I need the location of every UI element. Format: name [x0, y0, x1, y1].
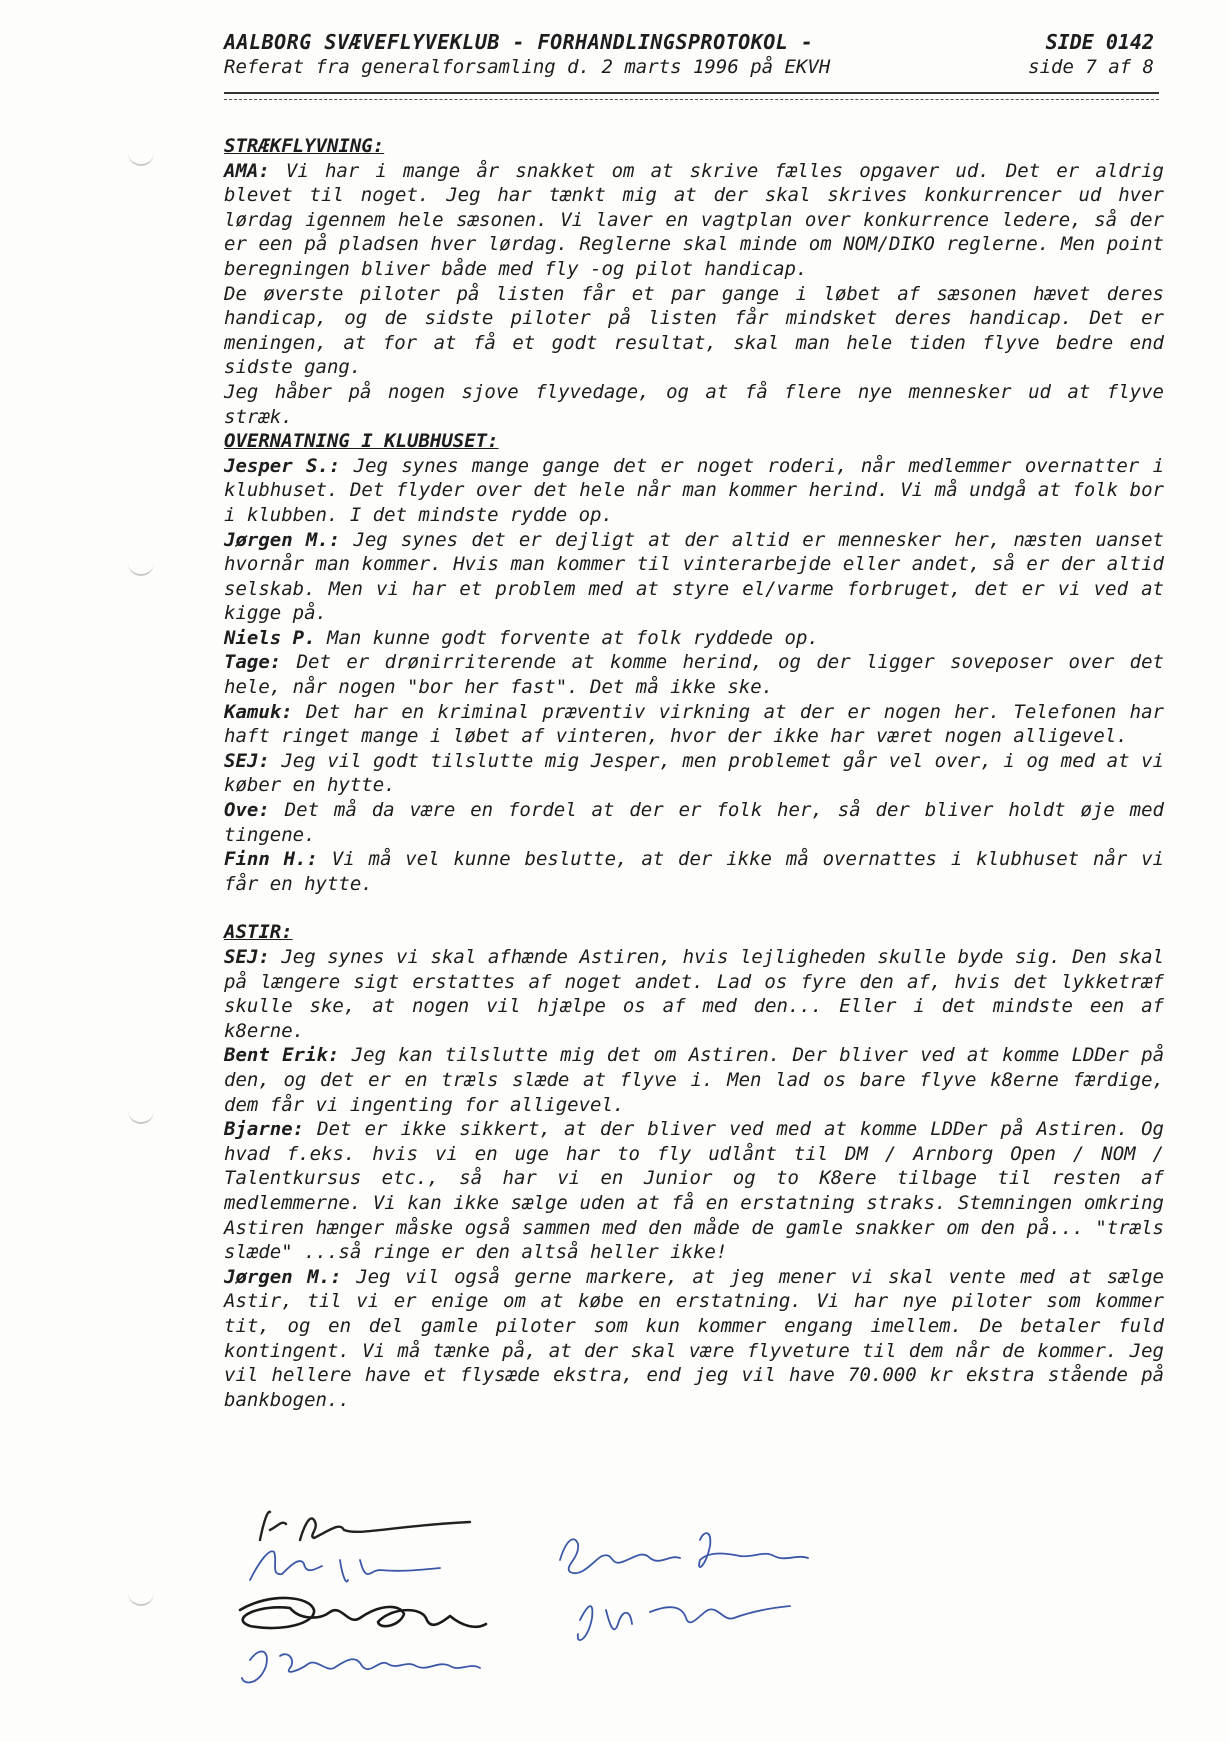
speaker: Jesper S.:: [224, 454, 341, 477]
speaker: Jørgen M.:: [224, 528, 341, 551]
signature-stroke: [578, 1606, 790, 1640]
statement-text: Vi må vel kunne beslutte, at der ikke må overnattes i klubhuset når vi får en hytte.: [224, 848, 1164, 895]
speaker: Finn H.:: [224, 848, 318, 871]
page-of: side 7 af 8: [1028, 56, 1154, 78]
statement-text: Jeg kan tilslutte mig det om Astiren. Der bliver ved at komme LDDer på den, og det er en træls slæde at flyve i. Men lad os bare flyve k8erne færdige, dem får vi ingenting for alligevel.: [224, 1044, 1165, 1116]
statement: [224, 626, 1164, 651]
signature-stroke: [250, 1551, 440, 1581]
page-label: SIDE 0142: [1045, 30, 1154, 54]
speaker: SEJ:: [224, 946, 270, 968]
section-heading: ASTIR:: [224, 921, 293, 944]
binder-mark: [128, 1108, 154, 1124]
speaker: Bjarne:: [224, 1118, 305, 1141]
speaker: Jørgen M.:: [224, 1265, 342, 1288]
binder-mark: [128, 150, 154, 166]
speaker: Kamuk:: [224, 700, 293, 723]
statement-text: Jeg håber på nogen sjove flyvedage, og at få flere nye mennesker ud at flyve stræk.: [224, 380, 1164, 428]
statement-text: Vi har i mange år snakket om at skrive fælles opgaver ud. Det er aldrig blevet til noget. Jeg har tænkt mig at der skal skrives konkurrencer ud hver lørdag igennem hele sæsonen. Vi laver en vagtplan over konkurrence ledere, så der er een på pladsen hver lørdag. Reglerne skal minde om NOM/DIKO reglerne. Men point beregningen bliver både med fly -og pilot handicap.: [224, 159, 1164, 280]
speaker: Tage:: [224, 651, 282, 674]
statement-text: Jeg synes vi skal afhænde Astiren, hvis lejligheden skulle byde sig. Den skal på længere sigt erstattes af noget andet. Lad os fyre den af, hvis det lykketræf skulle ske, at nogen vil hjælpe os af med den... Eller i det mindste een af k8erne.: [224, 946, 1164, 1042]
minutes-body: [224, 134, 1164, 1412]
page-number-block: [1028, 30, 1154, 78]
page-header: [224, 30, 1154, 78]
statement-text: Jeg vil også gerne markere, at jeg mener vi skal vente med at sælge Astir, til vi er enige om at købe en erstatning. Vi har nye piloter som kommer tit, og en del gamle piloter som kun kommer engang imellem. De betaler fuld kontingent. Vi må tænke på, at der skal være flyveture til dem når de kommer. Jeg vil hellere have et flysæde ekstra, end jeg vil have 70.000 kr ekstra stående på bankbogen..: [224, 1265, 1164, 1411]
statement: [224, 380, 1164, 429]
statement-text: Jeg synes mange gange det er noget roderi, når medlemmer overnatter i klubhuset. Det flyder over det hele når man kommer herind. Vi må undgå at folk bor i klubben. I det mindste rydde op.: [224, 454, 1165, 526]
signature-stroke: [242, 1651, 480, 1682]
signature-stroke: [560, 1533, 808, 1573]
statement: [224, 1117, 1164, 1265]
header-divider: [224, 92, 1159, 100]
statement: [224, 945, 1164, 1043]
statement-text: Det må da være en fordel at der er folk her, så der bliver holdt øje med tingene.: [224, 799, 1164, 846]
header-subtitle: Referat fra generalforsamling d. 2 marts 1996 på EKVH: [224, 56, 831, 78]
statement-text: Det er drønirriterende at komme herind, og der ligger soveposer over det hele, når nogen "bor her fast". Det må ikke ske.: [224, 651, 1164, 699]
statement-text: Man kunne godt forvente at folk ryddede op.: [315, 626, 819, 649]
section-overnatning: [224, 429, 1164, 896]
speaker: Ove:: [224, 799, 270, 822]
header-title: AALBORG SVÆVEFLYVEKLUB - FORHANDLINGSPROTOKOL -: [224, 30, 814, 54]
statement: [224, 1043, 1164, 1117]
statement: [224, 650, 1164, 699]
signatures: [230, 1500, 950, 1710]
statement: [224, 454, 1164, 528]
section-heading: OVERNATNING I KLUBHUSET:: [224, 430, 499, 453]
speaker: Niels P.: [224, 626, 316, 649]
section-astir: [224, 920, 1164, 1412]
section-strækflyvning: [224, 134, 1164, 429]
statement-text: Jeg synes det er dejligt at der altid er mennesker her, næsten uanset hvornår man kommer. Hvis man kommer til vinterarbejde eller andet, så er der altid selskab. Men vi har et problem med at styre el/varme forbruget, det er vi ved at kigge på.: [224, 528, 1164, 625]
statement: [224, 528, 1164, 626]
speaker: AMA:: [224, 159, 270, 182]
signature-stroke: [240, 1598, 486, 1628]
binder-mark: [128, 1590, 154, 1606]
signature-stroke: [260, 1512, 470, 1540]
statement-text: De øverste piloter på listen får et par gange i løbet af sæsonen hævet deres handicap, og de sidste piloter på listen får mindsket deres handicap. Det er meningen, at for at få et godt resultat, skal man hele tiden flyve bedre end sidste gang.: [224, 282, 1164, 379]
statement: [224, 1265, 1164, 1413]
signature-drawing: [230, 1500, 950, 1710]
statement: [224, 847, 1164, 896]
statement-text: Det er ikke sikkert, at der bliver ved med at komme LDDer på Astiren. Og hvad f.eks. hvis vi en uge har to fly udlånt til DM / Arnborg Open / NOM / Talentkursus etc., så har vi en Junior og to K8ere tilbage til resten af medlemmerne. Vi kan ikke sælge uden at få en erstatning straks. Stemningen omkring Astiren hænger måske også sammen med den måde de gamle snakker om den på... "træls slæde" ...så ringe er den altså heller ikke!: [224, 1118, 1164, 1264]
binder-mark: [128, 560, 154, 576]
section-gap: [224, 896, 1164, 920]
statement: [224, 749, 1164, 798]
statement: [224, 159, 1164, 282]
section-heading: STRÆKFLYVNING:: [224, 135, 385, 157]
statement: [224, 798, 1164, 847]
statement: [224, 700, 1164, 749]
statement-text: Det har en kriminal præventiv virkning at der er nogen her. Telefonen har haft ringet mange i løbet af vinteren, hvor der ikke har været nogen alligevel.: [224, 700, 1164, 748]
statement: [224, 282, 1164, 380]
statement-text: Jeg vil godt tilslutte mig Jesper, men problemet går vel over, i og med at vi køber en hytte.: [224, 749, 1164, 797]
speaker: SEJ:: [224, 749, 270, 772]
speaker: Bent Erik:: [224, 1044, 340, 1067]
